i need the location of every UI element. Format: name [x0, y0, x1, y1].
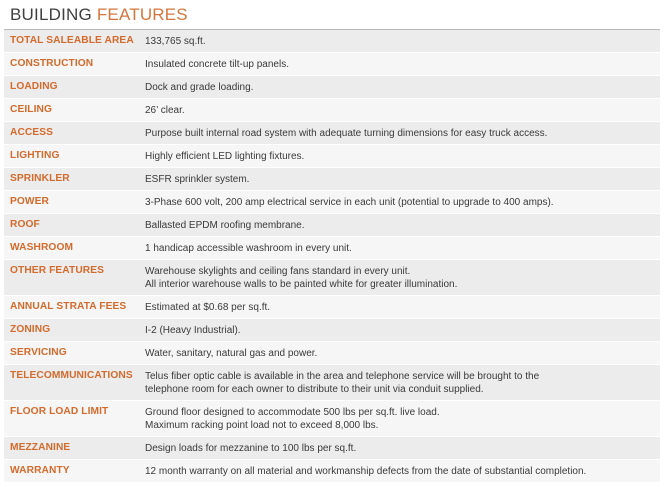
feature-value-line: Highly efficient LED lighting fixtures.	[145, 151, 305, 162]
feature-label: SERVICING	[10, 347, 67, 358]
feature-value-line: Ballasted EPDM roofing membrane.	[145, 220, 305, 231]
feature-value	[141, 437, 660, 459]
feature-value-line: All interior warehouse walls to be painted white for greater illumination.	[145, 279, 458, 290]
feature-value-line: Warehouse skylights and ceiling fans standard in every unit.	[145, 266, 411, 277]
feature-label: ACCESS	[10, 127, 54, 138]
feature-label: WASHROOM	[10, 242, 74, 253]
feature-label: ANNUAL STRATA FEES	[10, 301, 127, 312]
feature-value-line: telephone room for each owner to distribute to their unit via conduit supplied.	[145, 384, 484, 395]
feature-value	[141, 237, 660, 259]
feature-row	[4, 296, 660, 319]
feature-label: TOTAL SALEABLE AREA	[10, 35, 134, 46]
feature-value-line: 3-Phase 600 volt, 200 amp electrical service in each unit (potential to upgrade to 400 amps).	[145, 197, 554, 208]
feature-value	[141, 319, 660, 341]
feature-label: TELECOMMUNICATIONS	[10, 370, 133, 381]
feature-row	[4, 401, 660, 437]
feature-value-line: Insulated concrete tilt-up panels.	[145, 59, 289, 70]
feature-value-line: Water, sanitary, natural gas and power.	[145, 348, 318, 359]
title-features: FEATURES	[96, 5, 188, 24]
feature-value-line: Purpose built internal road system with adequate turning dimensions for easy truck access.	[145, 128, 548, 139]
feature-label: SPRINKLER	[10, 173, 70, 184]
feature-label: ZONING	[10, 324, 51, 335]
feature-label: OTHER FEATURES	[10, 265, 105, 276]
feature-row	[4, 365, 660, 401]
feature-value-line: Ground floor designed to accommodate 500 lbs per sq.ft. live load.	[145, 407, 440, 418]
feature-row	[4, 342, 660, 365]
feature-value-line: Maximum racking point load not to exceed 8,000 lbs.	[145, 420, 379, 431]
feature-value	[141, 342, 660, 364]
feature-label: FLOOR LOAD LIMIT	[10, 406, 109, 417]
feature-value	[141, 365, 660, 400]
feature-row	[4, 145, 660, 168]
feature-value	[141, 260, 660, 295]
feature-value-line: ESFR sprinkler system.	[145, 174, 250, 185]
feature-label: WARRANTY	[10, 465, 70, 476]
title-building: BUILDING	[10, 5, 97, 24]
feature-row	[4, 437, 660, 460]
feature-label: LIGHTING	[10, 150, 60, 161]
feature-value	[141, 122, 660, 144]
feature-row	[4, 460, 660, 483]
feature-label: MEZZANINE	[10, 442, 71, 453]
feature-value-line: Telus fiber optic cable is available in the area and telephone service will be brought to the	[145, 371, 540, 382]
feature-value	[141, 296, 660, 318]
feature-value-line: 1 handicap accessible washroom in every unit.	[145, 243, 352, 254]
feature-row	[4, 168, 660, 191]
feature-value	[141, 401, 660, 436]
feature-row	[4, 30, 660, 53]
feature-label: CONSTRUCTION	[10, 58, 94, 69]
feature-value-line: 133,765 sq.ft.	[145, 36, 206, 47]
feature-row	[4, 319, 660, 342]
feature-value	[141, 168, 660, 190]
feature-value-line: 12 month warranty on all material and workmanship defects from the date of substantial completion.	[145, 466, 587, 477]
feature-value	[141, 460, 660, 482]
feature-value	[141, 99, 660, 121]
feature-label: POWER	[10, 196, 49, 207]
feature-value	[141, 145, 660, 167]
feature-value	[141, 30, 660, 52]
feature-value-line: 26’ clear.	[145, 105, 185, 116]
feature-label: LOADING	[10, 81, 58, 92]
feature-value-line: Estimated at $0.68 per sq.ft.	[145, 302, 271, 313]
feature-row	[4, 214, 660, 237]
feature-row	[4, 237, 660, 260]
feature-value-line: Dock and grade loading.	[145, 82, 254, 93]
feature-value-line: Design loads for mezzanine to 100 lbs per sq.ft.	[145, 443, 357, 454]
feature-row	[4, 53, 660, 76]
feature-label: ROOF	[10, 219, 40, 230]
feature-row	[4, 191, 660, 214]
feature-value	[141, 53, 660, 75]
page-title	[10, 5, 188, 25]
feature-value	[141, 191, 660, 213]
feature-row	[4, 260, 660, 296]
feature-row	[4, 76, 660, 99]
feature-label: CEILING	[10, 104, 53, 115]
feature-row	[4, 99, 660, 122]
features-table	[4, 30, 660, 483]
feature-value-line: I-2 (Heavy Industrial).	[145, 325, 241, 336]
feature-value	[141, 76, 660, 98]
feature-row	[4, 122, 660, 145]
feature-value	[141, 214, 660, 236]
